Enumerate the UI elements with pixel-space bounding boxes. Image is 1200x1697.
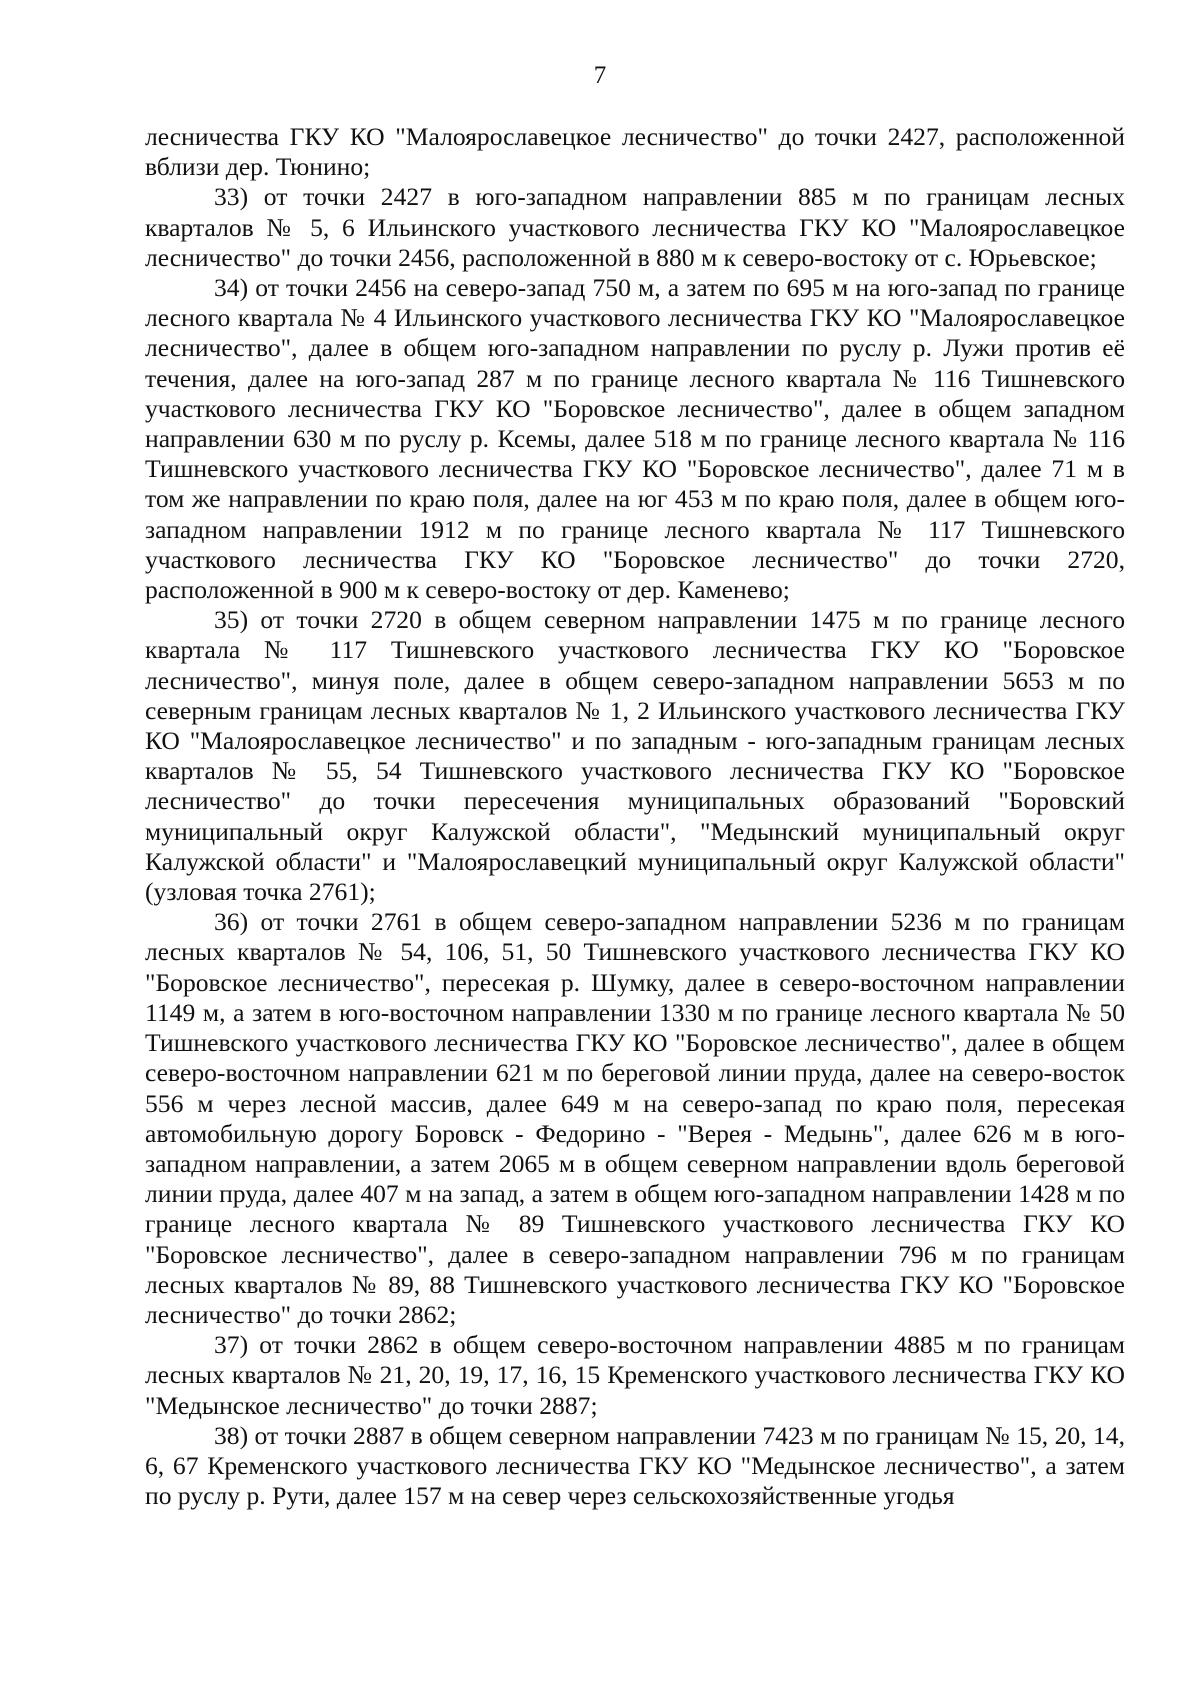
paragraph-item-35: 35) от точки 2720 в общем северном направлении 1475 м по границе лесного квартала № 117 Тишневского участкового лесничества ГКУ КО "Боровское лесничество", минуя поле, далее в общем северо-западном направлении 5653 м по северным границам лесных кварталов № 1, 2 Ильинского участкового лесничества ГКУ КО "Малоярославецкое лесничество" и по западным - юго-западным границам лесных кварталов № 55, 54 Тишневского участкового лесничества ГКУ КО "Боровское лесничество" до точки пересечения муниципальных образований "Боровский муниципальный округ Калужской области", "Медынский муниципальный округ Калужской области" и "Малоярославецкий муниципальный округ Калужской области" (узловая точка 2761); [145, 605, 1125, 907]
paragraph-item-37: 37) от точки 2862 в общем северо-восточном направлении 4885 м по границам лесных кварталов № 21, 20, 19, 17, 16, 15 Кременского участкового лесничества ГКУ КО "Медынское лесничество" до точки 2887; [145, 1330, 1125, 1420]
paragraph-item-33: 33) от точки 2427 в юго-западном направлении 885 м по границам лесных кварталов № 5, 6 Ильинского участкового лесничества ГКУ КО "Малоярославецкое лесничество" до точки 2456, расположенной в 880 м к северо-востоку от с. Юрьевское; [145, 182, 1125, 272]
paragraph-item-38: 38) от точки 2887 в общем северном направлении 7423 м по границам № 15, 20, 14, 6, 67 Кременского участкового лесничества ГКУ КО "Медынское лесничество", а затем по руслу р. Рути, далее 157 м на север через сельскохозяйственные угодья [145, 1420, 1125, 1511]
paragraph-continuation: лесничества ГКУ КО "Малоярославецкое лесничество" до точки 2427, расположенной вблизи дер. Тюнино; [145, 122, 1125, 182]
page-number: 7 [593, 62, 607, 89]
paragraph-item-34: 34) от точки 2456 на северо-запад 750 м, а затем по 695 м на юго-запад по границе лесного квартала № 4 Ильинского участкового лесничества ГКУ КО "Малоярославецкое лесничество", далее в общем юго-западном направлении по руслу р. Лужи против её течения, далее на юго-запад 287 м по границе лесного квартала № 116 Тишневского участкового лесничества ГКУ КО "Боровское лесничество", далее в общем западном направлении 630 м по руслу р. Ксемы, далее 518 м по границе лесного квартала № 116 Тишневского участкового лесничества ГКУ КО "Боровское лесничество", далее 71 м в том же направлении по краю поля, далее на юг 453 м по краю поля, далее в общем юго-западном направлении 1912 м по границе лесного квартала № 117 Тишневского участкового лесничества ГКУ КО "Боровское лесничество" до точки 2720, расположенной в 900 м к северо-востоку от дер. Каменево; [145, 273, 1125, 605]
document-body [145, 122, 1125, 1511]
paragraph-item-36: 36) от точки 2761 в общем северо-западном направлении 5236 м по границам лесных кварталов № 54, 106, 51, 50 Тишневского участкового лесничества ГКУ КО "Боровское лесничество", пересекая р. Шумку, далее в северо-восточном направлении 1149 м, а затем в юго-восточном направлении 1330 м по границе лесного квартала № 50 Тишневского участкового лесничества ГКУ КО "Боровское лесничество", далее в общем северо-восточном направлении 621 м по береговой линии пруда, далее на северо-восток 556 м через лесной массив, далее 649 м на северо-запад по краю поля, пересекая автомобильную дорогу Боровск - Федорино - "Верея - Медынь", далее 626 м в юго-западном направлении, а затем 2065 м в общем северном направлении вдоль береговой линии пруда, далее 407 м на запад, а затем в общем юго-западном направлении 1428 м по границе лесного квартала № 89 Тишневского участкового лесничества ГКУ КО "Боровское лесничество", далее в северо-западном направлении 796 м по границам лесных кварталов № 89, 88 Тишневского участкового лесничества ГКУ КО "Боровское лесничество" до точки 2862; [145, 907, 1125, 1329]
